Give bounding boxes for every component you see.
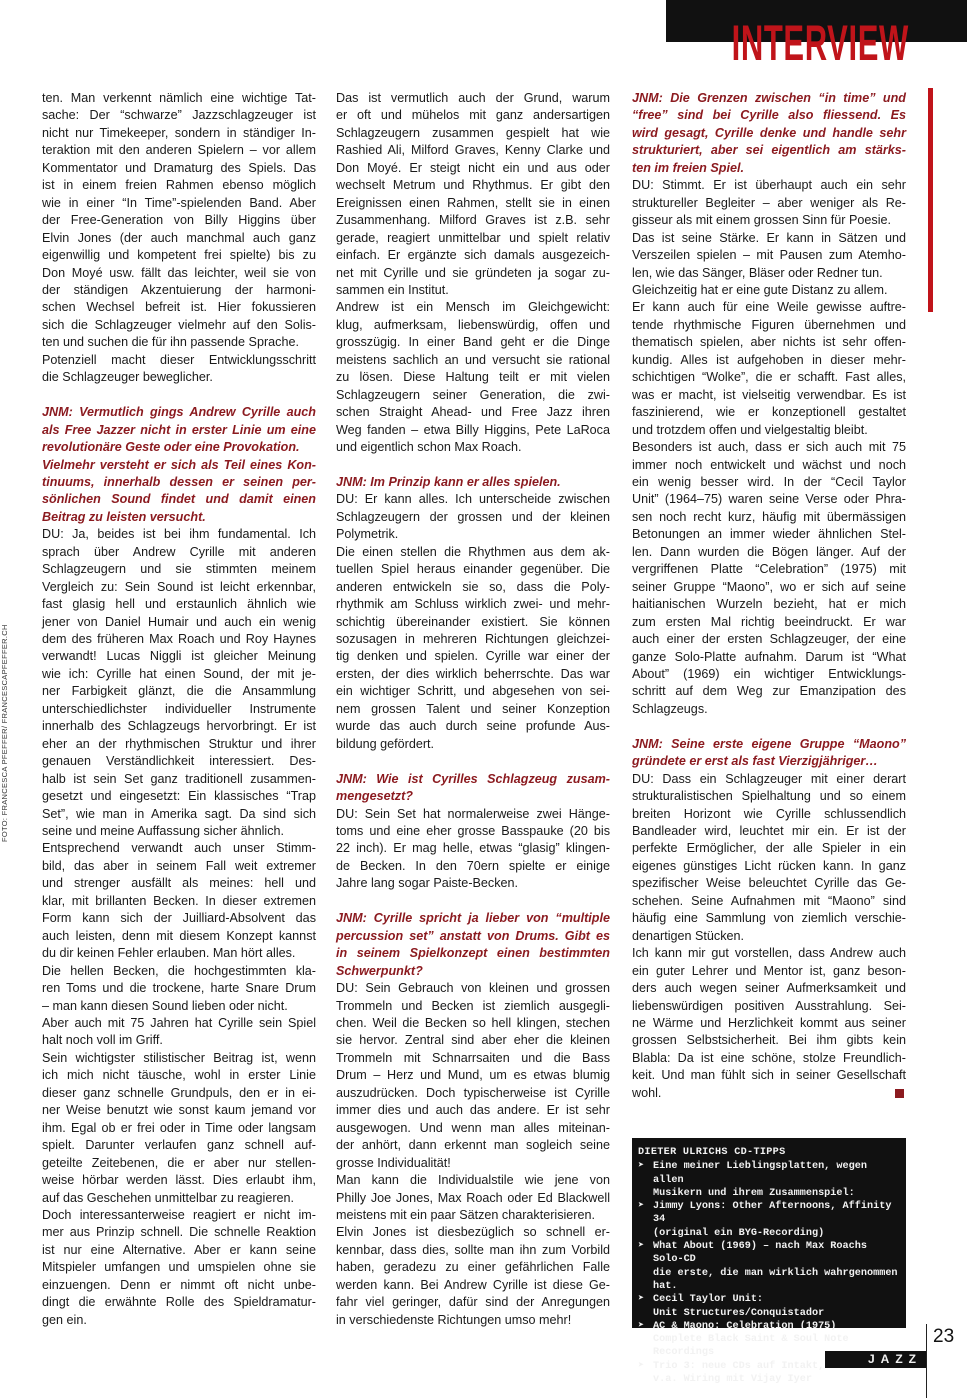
text-line: grosse Individualität! — [336, 1155, 451, 1170]
text-line: keit. Und man fühlt sich in seiner Gesellschaft — [632, 1068, 906, 1083]
text-line: unterschiedlichster individueller Instrumente — [42, 701, 316, 716]
text-line: chen. Weil die Becken so hell klingen, stechen — [336, 1015, 610, 1030]
text-line: sozusagen in mehreren Richtungen gleichzei- — [336, 632, 610, 647]
arrow-bullet-icon: ➤ — [638, 1241, 645, 1253]
text-line: auch leisten, denn mit diesem Konzept kannst — [42, 928, 316, 943]
text-line: meistens sachlich an und versucht sie rational — [336, 352, 610, 367]
text-line: eigenes günstiges Licht rücken kann. In ganz — [632, 858, 906, 873]
text-line: DU: Stimmt. Er ist überhaupt auch ein sehr — [632, 178, 906, 193]
text-line: Trommeln mit Schnarrsaiten und die Bass — [336, 1050, 610, 1065]
text-line: Rashied Ali, Milford Graves, Kenny Clarke und — [336, 143, 610, 158]
cd-tip-line: Trio 3: neue CDs auf Intakt, — [653, 1360, 825, 1372]
text-line: auf das Geschehen unmittelbar zu reagieren. — [42, 1190, 295, 1205]
text-line: die Schlagzeuger beweglicher. — [42, 370, 213, 385]
cd-tip-text — [653, 1293, 824, 1320]
text-line: nem grossen Talent und seiner Konzeption — [336, 701, 610, 716]
text-line: toms und eine eher grosse Basspauke (20 bis — [336, 824, 610, 838]
text-line: und eigentlich schon Max Roach. — [336, 440, 522, 455]
text-line: Bandleader wird, leuchtet mir ein. Er ist der — [632, 824, 906, 839]
text-line: ten und suchen die für ihn passende Sprache. — [42, 335, 299, 350]
cd-tip-line: (original ein BYG-Recording) — [653, 1227, 825, 1239]
text-line: ihm. Egal ob er frei oder in Time oder langsam — [42, 1120, 316, 1135]
text-line: de Becken. In den 70ern spielte er einige — [336, 858, 610, 873]
text-line: fast glasig hell und erstaunlich ähnlich wie — [42, 597, 316, 612]
text-line: Man kann die Individualstile wie jene von — [336, 1173, 610, 1188]
cd-tip-line: v.a. Wiring mit Vijay Iyer — [653, 1374, 812, 1386]
text-line: Don Moyé. Er steigt nicht ein und aus oder — [336, 160, 610, 175]
text-line: sönlichen Sound findet und damit einen — [42, 492, 316, 507]
text-line: denartigen Stücken. — [632, 928, 745, 943]
cd-tip-item — [638, 1200, 902, 1240]
paragraph-gap — [632, 718, 906, 735]
text-line: liebenswürdigen positiven Ausstrahlung. Sei- — [632, 998, 906, 1013]
text-line: ist nur eine Alternative. Aber er kann seine — [42, 1242, 316, 1257]
text-line: geteilte Zeitebenen, die er aber nur stellen- — [42, 1155, 316, 1170]
text-line: Doch interessanterweise reagiert er nicht im- — [42, 1207, 316, 1222]
text-line: Schlagzeugern seiner Generation, die zwi- — [336, 387, 610, 402]
interview-answer — [42, 526, 316, 1329]
text-line: Polymetrik. — [336, 527, 399, 542]
text-line: dingt die erwähnte Rolle des Spieldramatur- — [42, 1295, 316, 1310]
text-line: Unit” (1964–75) waren seine Verse oder Phra- — [632, 492, 906, 507]
text-line: klar, mit brillanten Becken. In dieser extremen — [42, 893, 316, 908]
text-line: Das ist vermutlich auch der Grund, warum — [336, 91, 610, 105]
body-paragraph — [42, 90, 316, 387]
text-line: ders auch wegen seiner Aufmerksamkeit und — [632, 981, 906, 996]
interview-answer — [336, 980, 610, 1329]
text-line: fahr viel geringer, dafür sind der Anregungen — [336, 1295, 610, 1310]
arrow-bullet-icon: ➤ — [638, 1360, 645, 1372]
text-line: ten im freien Spiel. — [632, 160, 744, 175]
text-line: Das ist seine Stärke. Er kann in Sätzen und — [632, 230, 906, 245]
text-line: gisseur als mit einem grossen Sinn für Poesie. — [632, 213, 891, 228]
arrow-bullet-icon: ➤ — [638, 1294, 645, 1306]
interview-question — [336, 474, 610, 491]
text-line: DU: Er kann alles. Ich unterscheide zwischen — [336, 492, 610, 507]
text-line: sie hervor. Zentral sind aber eher die kleinen — [336, 1033, 610, 1048]
text-line: Die hellen Becken, die hochgestimmten kla- — [42, 963, 316, 978]
text-line: Vergleich zu: Sein Sound ist leicht erkennbar, — [42, 579, 316, 594]
text-line: About” (1969) ein wichtiger Entwicklungs- — [632, 666, 906, 681]
text-line: len, wie das Sänger, Bläser oder Redner tun. — [632, 265, 883, 280]
text-line: JNM: Die Grenzen zwischen “in time” und — [632, 91, 906, 105]
text-line: in seinem Spielkonzept einen bestimmten — [336, 946, 610, 961]
text-line: Gleichzeitig hat er eine gute Distanz zu allem. — [632, 282, 888, 297]
magazine-name: JAZZ — [868, 1352, 922, 1366]
text-line: klug, aufmerksam, liebenswürdig, offen und — [336, 317, 610, 332]
text-line: halb ist sein Set ganz traditionell zusammen- — [42, 771, 316, 786]
text-line: grosszügig. In einer Band geht er die Dinge — [336, 335, 610, 350]
text-line: er oft und mühelos mit ganz andersartigen — [336, 108, 610, 123]
text-line: immer dies und auch das andere. Er ist sehr — [336, 1103, 610, 1118]
text-line: Schlagzeugern der grossen und der kleinen — [336, 509, 610, 524]
text-line: schen Wechsel befreit ist. Hier fokussieren — [42, 300, 316, 315]
text-line: meistens mit ein paar Sätzen charakterisieren. — [336, 1207, 595, 1222]
text-line: struktureller Begleiter – aber weniger als Re- — [632, 195, 906, 210]
article-column-2 — [336, 90, 610, 1329]
text-line: Sein wichtigster stilistischer Beitrag ist, wenn — [42, 1050, 316, 1065]
text-line: ner Weise benutzt wie sonst kaum jemand vor — [42, 1103, 316, 1118]
text-line: “free” sind bei Cyrille also fliessend. Es — [632, 108, 906, 123]
cd-tip-text — [653, 1160, 902, 1200]
text-line: faszinierend, wie er konzeptionell gestaltet — [632, 405, 906, 420]
footer-bar — [825, 1351, 926, 1368]
text-line: wurde das auch durch seine profunde Aus- — [336, 719, 610, 734]
text-line: halt noch voll im Griff. — [42, 1033, 163, 1048]
text-line: grossen Selbstsicherheit. Bei ihm gibts kein — [632, 1033, 906, 1048]
text-line: ganze Solo-Platte aufnahm. Darum ist “What — [632, 649, 906, 664]
text-line: Zusammenhang. Milford Graves ist z.B. sehr — [336, 213, 610, 228]
cd-tip-line: What About (1969) – nach Max Roachs Solo-CD — [653, 1241, 867, 1266]
text-line: Ereignissen einen Rahmen, stellt sie in einen — [336, 195, 610, 210]
text-line: zum ersten Mal richtig beeindruckt. Er war — [632, 614, 906, 629]
text-line: du dir keinen Fehler erlauben. Man hört alles. — [42, 946, 296, 961]
text-line: immer noch entwickelt und wächst und noch — [632, 457, 906, 472]
article-column-1 — [42, 90, 316, 1329]
section-title: INTERVIEW — [731, 15, 909, 71]
accent-rule — [928, 88, 933, 312]
text-line: tig denken und spielen. Cyrille war einer der — [336, 649, 610, 664]
text-line: DU: Sein Gebrauch von kleinen und grossen — [336, 981, 610, 996]
paragraph-gap — [42, 387, 316, 404]
text-line: einfach. Er ergänzte sich damals ausgezeich- — [336, 248, 610, 263]
text-line: Weg fanden – etwa Billy Higgins, Pete LaRoca — [336, 422, 610, 437]
arrow-bullet-icon: ➤ — [638, 1320, 645, 1332]
text-line: ein wichtiger Schritt, und abgesehen von sei- — [336, 684, 610, 699]
text-line: Don Moyé usw. fällt das leichter, weil sie von — [42, 265, 316, 280]
text-line: ein guter Lehrer und Mentor ist, ganz beson- — [632, 963, 906, 978]
text-line: der anhört, dann erkennt man sogleich seine — [336, 1138, 610, 1153]
text-line: einzuengen. Denn er nimmt oft nicht unbe- — [42, 1277, 316, 1292]
text-line: Andrew ist ein Mensch im Gleichgewicht: — [336, 300, 610, 315]
text-line: Die einen stellen die Rhythmen aus dem ak- — [336, 544, 610, 559]
text-line: rhythmik am Schluss wirklich zwei- und mehr- — [336, 597, 610, 612]
text-line: Besonders ist auch, dass er sich auch mit 75 — [632, 440, 906, 455]
text-line: Verszeilen spielen – mit Pausen zum Atemho- — [632, 248, 906, 263]
interview-question — [632, 90, 906, 177]
cd-tip-text — [653, 1360, 824, 1387]
text-line: genauen Verständlichkeit interessiert. Des- — [42, 754, 316, 769]
text-line: anderen entwickeln sie so, dass die Poly- — [336, 579, 610, 594]
text-line: tuellen Spiel heraus einander gegenüber. Die — [336, 562, 610, 577]
cd-tip-line: die erste, die man wirklich wahrgenommen hat. — [653, 1267, 898, 1292]
text-line: auch einer der ersten Schlagzeuger, der eine — [632, 632, 906, 647]
text-line: in verschiedenste Richtungen umso mehr! — [336, 1312, 572, 1327]
text-line: häufig eine Sammlung von ziemlich verschie- — [632, 911, 906, 926]
text-line: Potenziell macht dieser Entwicklungsschritt — [42, 352, 316, 367]
text-line: dieser ganz schnelle Grundpuls, den er in ei- — [42, 1085, 316, 1100]
text-line: sammen ein Institut. — [336, 282, 449, 297]
text-line: sache: Der “schwarze” Jazzschlagzeuger ist — [42, 108, 316, 123]
text-line: – man kann diesen Sound lieben oder nicht. — [42, 998, 288, 1013]
text-line: kennbar, dass dies, sollte man ihn zum Vorbild — [336, 1242, 610, 1257]
text-line: gesetzt und eingesetzt: Ein klassisches “Trap — [42, 789, 316, 804]
text-line: wie in einer “In Time”-spielenden Band. Aber — [42, 195, 316, 210]
text-line: Elvin Jones (der auch manchmal auch ganz — [42, 230, 316, 245]
text-line: tende rhythmische Figuren übernehmen und — [632, 317, 906, 332]
cd-tip-line: Eine meiner Lieblingsplatten, wegen allen — [653, 1161, 867, 1186]
text-line: wie ich: Cyrille hat einen Sound, der mit je- — [42, 666, 316, 681]
text-line: innerhalb des Schlagzeugs hervorbringt. Er ist — [42, 719, 316, 734]
interview-question — [336, 771, 610, 806]
text-line: sen noch recht kurz, häufig mit übermässigen — [632, 509, 906, 524]
text-line: als Free Jazzer nicht in erster Linie um eine — [42, 422, 316, 437]
arrow-bullet-icon: ➤ — [638, 1201, 645, 1213]
text-line: wird gesagt, Cyrille denke und handle sehr — [632, 125, 906, 140]
text-line: verwandt! Lucas Niggli ist gleicher Meinung — [42, 649, 316, 664]
text-line: haitianischen Wurzeln bezieht, hat er mich — [632, 597, 906, 612]
text-line: ne Wärme und Herzlichkeit kommt aus seiner — [632, 1016, 906, 1030]
interview-answer — [632, 177, 906, 718]
text-line: nicht nur Timekeeper, sondern in ständiger In- — [42, 125, 316, 140]
text-line: Trommeln und Becken ist ziemlich ausgegli- — [336, 998, 610, 1013]
text-line: der Free-Generation von Billy Higgins über — [42, 213, 316, 228]
paragraph-gap — [336, 893, 610, 910]
text-line: Aber auch mit 75 Jahren hat Cyrille sein Spiel — [42, 1016, 316, 1030]
text-line: zu lösen. Diese Haltung teilt er mit vielen — [336, 370, 610, 385]
text-line: mer aus Prinzip schnell. Die schnelle Reaktion — [42, 1225, 316, 1240]
text-line: tinuums, innerhalb dessen er seinen per- — [42, 474, 316, 489]
text-line: Set”, wie man in Amerika sagt. Da sind sich — [42, 806, 316, 821]
text-line: gen ein. — [42, 1312, 87, 1327]
text-line: Schlagzeugern und sie stimmten meinem — [42, 562, 316, 577]
text-line: len. Dann wurden die Bögen länger. Auf der — [632, 544, 906, 559]
text-line: wohl. — [632, 1085, 906, 1102]
text-line: ist in einem freien Rahmen ebenso möglich — [42, 178, 316, 193]
text-line: strukturiert, aber sei eigentlich am stärks- — [632, 143, 906, 158]
text-line: JNM: Wie ist Cyrilles Schlagzeug zusam- — [336, 771, 610, 786]
text-line: seine und meine Auffassung sicher ähnlich. — [42, 824, 285, 839]
text-line: gründete er erst als fast Vierzigjähriger… — [632, 754, 878, 769]
text-line: strukturalistischen Spielhaltung und so einem — [632, 789, 906, 804]
interview-question — [336, 910, 610, 980]
page-number: 23 — [933, 1326, 955, 1347]
text-line: Philly Joe Jones, Max Roach oder Ed Blackwell — [336, 1190, 610, 1205]
text-line: sprach über Andrew Cyrille mit anderen — [42, 544, 316, 559]
cd-tip-line: Cecil Taylor Unit: — [653, 1294, 764, 1306]
text-line: ein wenig besser wird. In der “Cecil Taylor — [632, 474, 906, 489]
text-line: Form kann sich der Juilliard-Absolvent das — [42, 911, 316, 926]
text-line: und trotzdem offen und vielgestaltig bleibt. — [632, 422, 868, 437]
text-line: teraktion mit den anderen Spielern – vor allem — [42, 143, 316, 158]
text-line: was er macht, ist vielseitig verwendbar. Es ist — [632, 387, 906, 402]
text-line: thematisch spielen, aber nichts ist sehr offen- — [632, 335, 906, 350]
text-line: dem des früheren Max Roach und Roy Haynes — [42, 632, 316, 647]
interview-answer — [632, 771, 906, 1103]
body-paragraph — [336, 90, 610, 457]
text-line: kundig. Alles ist aufgehoben in dieser mehr- — [632, 352, 906, 367]
cd-tip-item — [638, 1293, 902, 1320]
interview-answer — [336, 806, 610, 893]
text-line: ten. Man verkennt nämlich eine wichtige Tat- — [42, 91, 316, 105]
interview-answer — [336, 491, 610, 753]
text-line: eigenwillig und kompetent frei spielte) bis zu — [42, 248, 316, 263]
text-line: spielt. Darunter verlaufen ganz schnell auf- — [42, 1138, 316, 1153]
text-line: JNM: Im Prinzip kann er alles spielen. — [336, 474, 561, 489]
text-line: Jahre lang sogar Paiste-Becken. — [336, 876, 519, 891]
text-line: perfekte Ermöglicher, der alle Spieler in ein — [632, 841, 906, 856]
text-line: 22 inch). Er mag helle, etwas “glasig” klingen- — [336, 841, 610, 856]
text-line: auszudrücken. Doch typischerweise ist Cyrille — [336, 1085, 610, 1100]
text-line: Schwerpunkt? — [336, 963, 423, 978]
interview-question — [42, 404, 316, 526]
text-line: schichtigen “Wolke”, die er schafft. Fast alles, — [632, 370, 906, 385]
article-column-3 — [632, 90, 906, 1102]
text-line: Betonungen an immer wieder ähnlichen Stel- — [632, 527, 906, 542]
text-line: Schlagzeugs. — [632, 701, 708, 716]
photo-credit: FOTO: FRANCESCA PFEFFER/ FRANCESCAPFEFFER.CH — [0, 624, 9, 842]
text-line: seiner Gruppe “Maono”, wo er sich auf seine — [632, 579, 906, 594]
cd-tip-text — [653, 1200, 902, 1240]
text-line: breiten Horizont wie Cyrille schlussendlich — [632, 806, 906, 821]
interview-question — [632, 736, 906, 771]
text-line: ren Toms und die trockene, harte Snare Drum — [42, 981, 316, 996]
text-line: ausgewogen. Und wenn man alles miteinan- — [336, 1120, 610, 1135]
text-line: revolutionäre Geste oder eine Provokation. — [42, 440, 300, 455]
text-line: haben, geradezu zu einer gefährlichen Falle — [336, 1260, 610, 1275]
arrow-bullet-icon: ➤ — [638, 1161, 645, 1173]
paragraph-gap — [336, 457, 610, 474]
text-line: weise hörbar werden lässt. Dies erlaubt ihm, — [42, 1173, 316, 1188]
text-line: JNM: Cyrille spricht ja lieber von “multiple — [336, 911, 610, 926]
cd-tip-line: Complete Black Saint & Soul Note Recordings — [653, 1334, 849, 1359]
text-line: JNM: Vermutlich gings Andrew Cyrille auch — [42, 405, 316, 420]
text-line: DU: Ja, beides ist bei ihm fundamental. Ich — [42, 527, 316, 542]
text-line: Er kann auch für eine Weile gewisse auftre- — [632, 300, 906, 315]
cd-tip-text — [653, 1240, 902, 1293]
text-line: DU: Sein Set hat normalerweise zwei Hänge- — [336, 806, 610, 821]
text-line: vergriffenen Platte “Celebration” (1975) mit — [632, 562, 906, 577]
text-line: Entsprechend verwandt auch unser Stimm- — [42, 841, 316, 856]
paragraph-gap — [336, 753, 610, 770]
cd-tip-item — [638, 1240, 902, 1293]
cd-tip-line: Jimmy Lyons: Other Afternoons, Affinity 34 — [653, 1201, 892, 1226]
text-line: sich die Schlagzeuger vielmehr auf den Solis- — [42, 317, 316, 332]
text-line: Elvin Jones ist diesbezüglich so schnell er- — [336, 1225, 610, 1240]
cd-tip-item — [638, 1160, 902, 1200]
text-line: ner Farbigkeit glänzt, die die Ansammlung — [42, 684, 316, 699]
cd-tip-line: Unit Structures/Conquistador — [653, 1307, 825, 1319]
text-line: DU: Dass ein Schlagzeuger mit einer derart — [632, 771, 906, 786]
text-line: Blabla: Da ist eine schöne, stolze Freundlich- — [632, 1050, 906, 1065]
text-line: Drum – Herz und Mund, um es etwas blumig — [336, 1068, 610, 1083]
text-line: net mit Cyrille und sie gründeten ja sogar zu- — [336, 265, 610, 280]
text-line: schehen. Seine Aufnahmen mit “Maono” sind — [632, 893, 906, 908]
text-line: schichtig übereinander existiert. Sie können — [336, 614, 610, 629]
cd-tip-line: AC & Maono: Celebration (1975) — [653, 1320, 837, 1332]
text-line: percussion set” anstatt von Drums. Gibt es — [336, 928, 610, 943]
text-line: spezifischer Weise beleuchtet Cyrille das Ge- — [632, 876, 906, 891]
end-mark-icon — [895, 1089, 904, 1098]
cd-tip-line: Musikern und ihrem Zusammenspiel: — [653, 1187, 855, 1199]
text-line: und strenger ausfällt als meines: hell und — [42, 876, 316, 891]
text-line: werden kann. Bei Andrew Cyrille ist diese Ge- — [336, 1277, 610, 1292]
text-line: ersten, der dies wirklich beherrschte. Das war — [336, 666, 610, 681]
text-line: bildung gefördert. — [336, 736, 435, 751]
text-line: Schlagzeugern zusammen gespielt hat wie — [336, 125, 610, 140]
text-line: Ich kann mir gut vorstellen, dass Andrew auch — [632, 946, 906, 961]
text-line: Kommentator und Dramaturg des Spiels. Das — [42, 160, 316, 175]
text-line: schen Straight Ahead- und Free Jazz ihren — [336, 405, 610, 420]
text-line: Mitspieler umfangen und umspielen ohne sie — [42, 1260, 316, 1275]
text-line: gerade, reagiert unmittelbar und spielt relativ — [336, 230, 610, 245]
text-line: ich mich nicht täusche, wohl in erster Linie — [42, 1068, 316, 1083]
text-line: jener von Daniel Humair und auch ein wenig — [42, 614, 316, 629]
text-line: JNM: Seine erste eigene Gruppe “Maono” — [632, 736, 906, 751]
page-rule — [926, 1324, 927, 1398]
text-line: Beitrag zu leisten versucht. — [42, 509, 206, 524]
text-line: mengesetzt? — [336, 789, 413, 804]
text-line: wechselt Metrum und Rhythmus. Er gibt den — [336, 178, 610, 193]
text-line: bild, das aber in seinem Fall weit extremer — [42, 858, 316, 873]
text-line: schritt auf dem Weg zur Emanzipation des — [632, 684, 906, 699]
text-line: Vielmehr versteht er sich als Teil eines Kon- — [42, 457, 316, 472]
cd-tips-title: DIETER ULRICHS CD-TIPPS — [638, 1147, 786, 1158]
text-line: der ständigen Akzentuierung der harmoni- — [42, 282, 316, 297]
text-line: eher an der rhythmischen Struktur und ihrer — [42, 736, 316, 751]
